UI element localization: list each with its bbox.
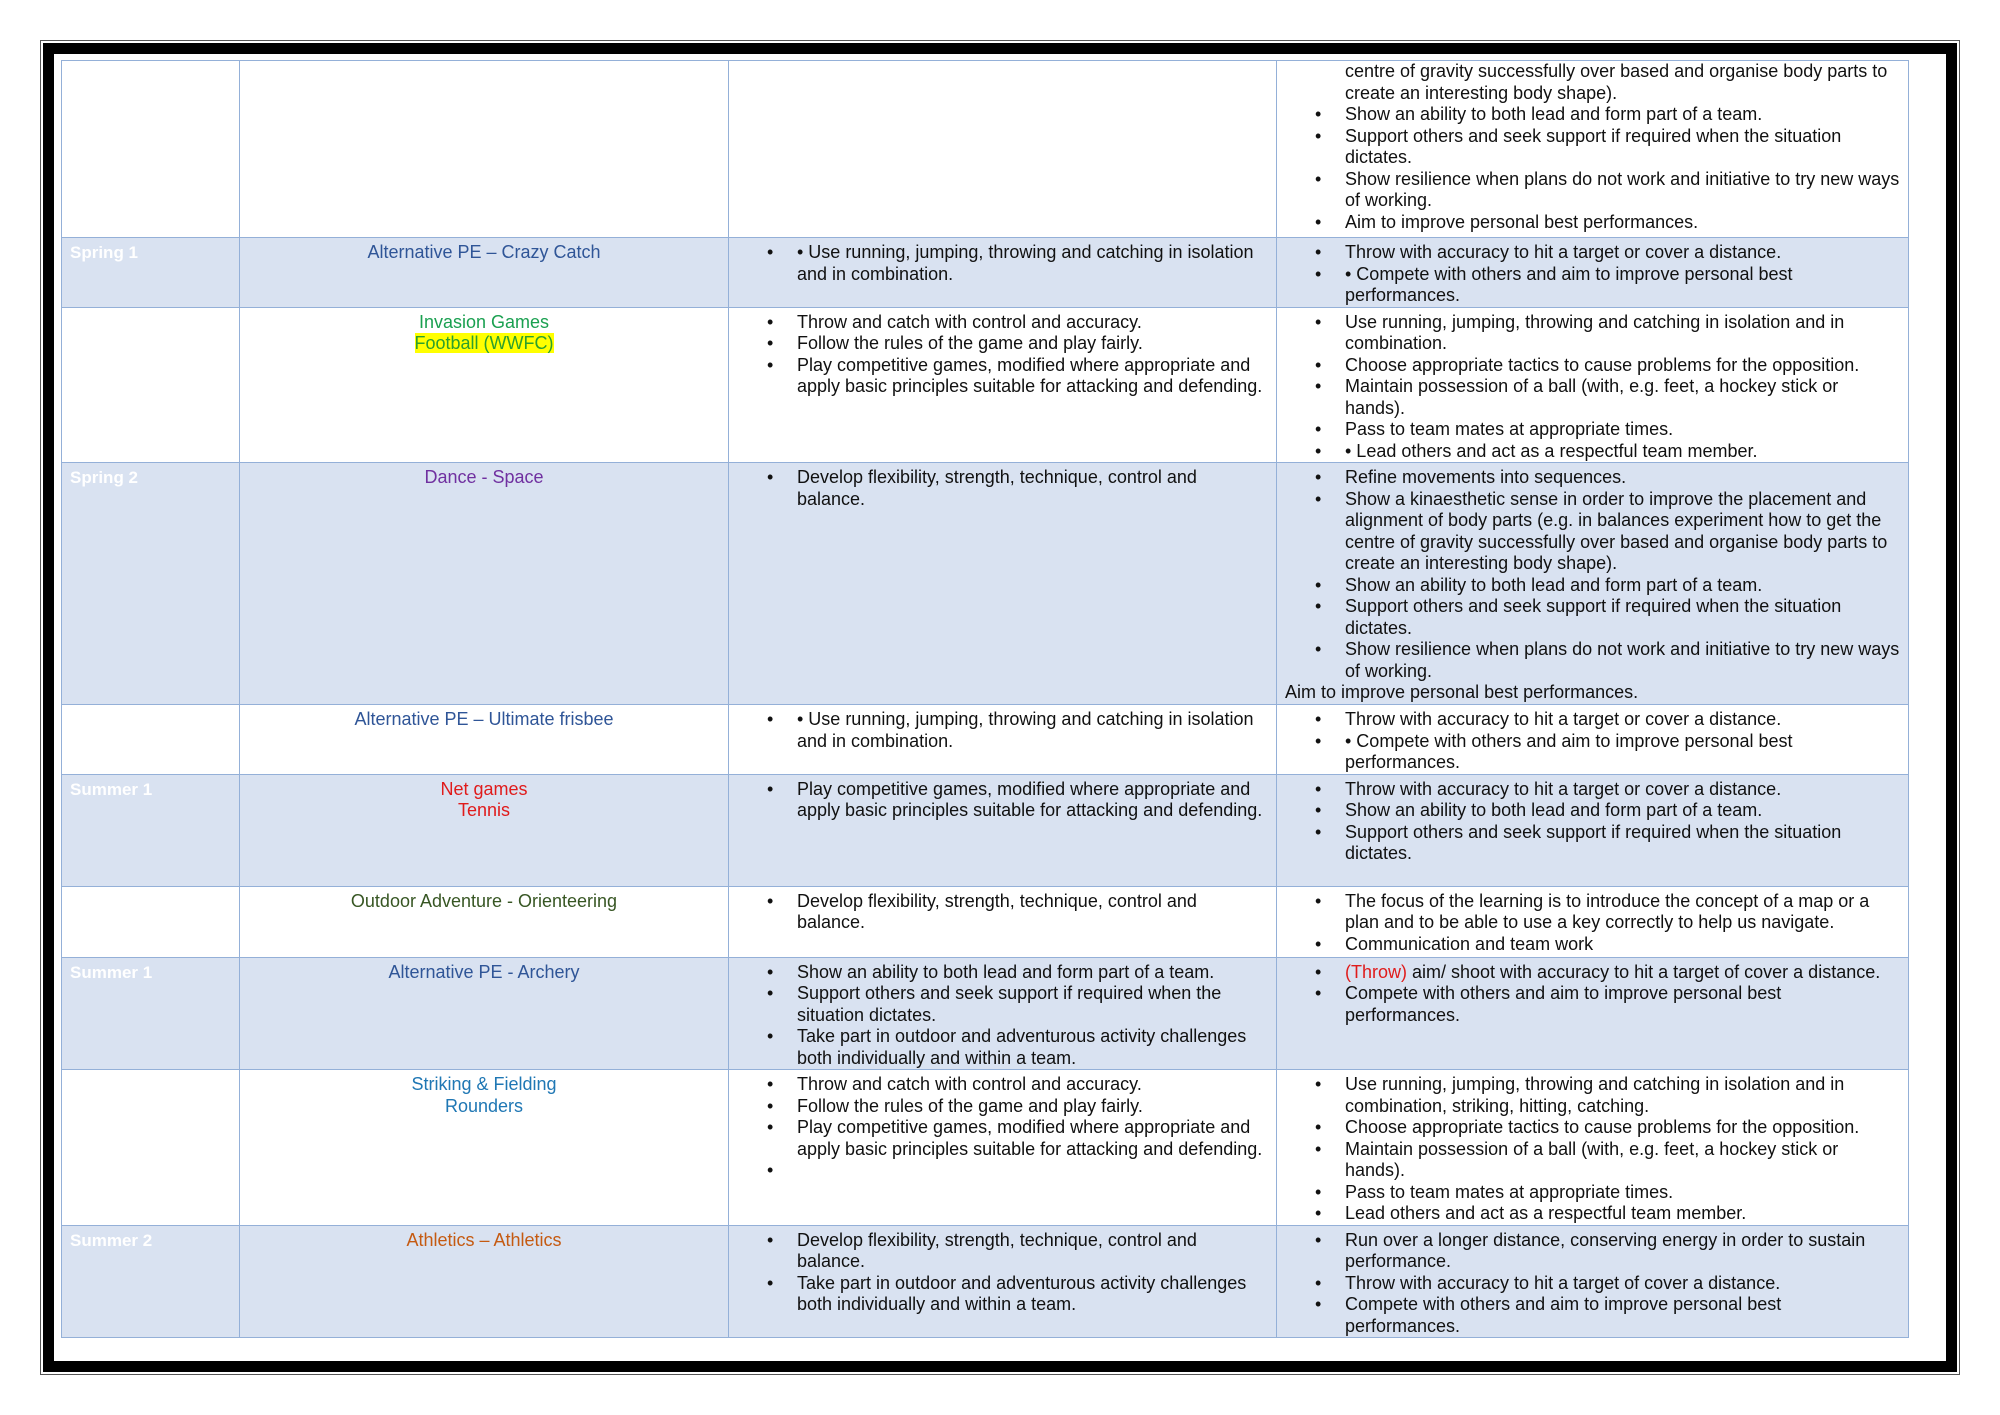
objective-item: • Communication and team work [1345, 934, 1900, 956]
skills-cell [729, 238, 1277, 308]
objective-item: • Refine movements into sequences. [1345, 467, 1900, 489]
table-row [62, 307, 1909, 463]
table-row [62, 886, 1909, 957]
activity-cell [240, 957, 729, 1070]
activity-cell [240, 1070, 729, 1226]
table-row [62, 1070, 1909, 1226]
activity-subtitle: Rounders [444, 1095, 524, 1116]
pe-curriculum-table [61, 60, 1909, 1338]
table-row [62, 957, 1909, 1070]
objective-item: • Show resilience when plans do not work and initiative to try new ways of working. [1345, 639, 1900, 682]
activity-subtitle-highlighted: Football (WWFC) [414, 333, 554, 353]
activity-cell [240, 307, 729, 463]
objective-item: • Throw with accuracy to hit a target or cover a distance. [1345, 779, 1900, 801]
activity-cell [240, 886, 729, 957]
table-row [62, 463, 1909, 705]
objective-item: • Show resilience when plans do not work and initiative to try new ways of working. [1345, 169, 1900, 212]
objective-red-prefix: (Throw) [1345, 961, 1407, 982]
activity-title: Dance - Space [424, 467, 544, 487]
skill-item: • Follow the rules of the game and play fairly. [797, 1096, 1268, 1118]
term-cell [62, 463, 240, 705]
skills-cell [729, 957, 1277, 1070]
skill-item: • Play competitive games, modified where appropriate and apply basic principles suitable for attacking and defending. [797, 1117, 1268, 1160]
objective-item: • • Compete with others and aim to improve personal best performances. [1345, 264, 1900, 307]
objectives-cell [1277, 1225, 1909, 1338]
skills-cell [729, 307, 1277, 463]
objectives-cell [1277, 957, 1909, 1070]
activity-title: Alternative PE – Crazy Catch [367, 242, 601, 262]
objective-text: aim/ shoot with accuracy to hit a target of cover a distance. [1407, 961, 1881, 982]
term-cell [62, 957, 240, 1070]
objectives-cell [1277, 307, 1909, 463]
skill-item: • Play competitive games, modified where appropriate and apply basic principles suitable for attacking and defending. [797, 779, 1268, 822]
activity-subtitle: Tennis [457, 800, 511, 820]
activity-title: Invasion Games [418, 311, 550, 332]
skill-item: • Follow the rules of the game and play fairly. [797, 333, 1268, 355]
skill-item: • • Use running, jumping, throwing and catching in isolation and in combination. [797, 709, 1268, 752]
term-cell [62, 774, 240, 886]
activity-title: Striking & Fielding [411, 1074, 557, 1094]
skill-item: • Take part in outdoor and adventurous activity challenges both individually and within a team. [797, 1273, 1268, 1316]
objective-item: • Pass to team mates at appropriate times. [1345, 1182, 1900, 1204]
activity-cell [240, 61, 729, 238]
term-label: Summer 2 [70, 1230, 153, 1250]
skill-item: • Throw and catch with control and accuracy. [797, 1074, 1268, 1096]
skills-cell [729, 705, 1277, 775]
objectives-cell [1277, 1070, 1909, 1226]
objective-item: • Choose appropriate tactics to cause problems for the opposition. [1345, 1117, 1900, 1139]
objectives-cell [1277, 705, 1909, 775]
skill-item: • Develop flexibility, strength, technique, control and balance. [797, 1230, 1268, 1273]
skills-cell [729, 61, 1277, 238]
objective-item: • Aim to improve personal best performances. [1345, 212, 1900, 234]
objective-item: • Compete with others and aim to improve personal best performances. [1345, 983, 1900, 1026]
term-cell [62, 705, 240, 775]
skill-item: • Show an ability to both lead and form part of a team. [797, 962, 1268, 984]
objective-item: • Throw with accuracy to hit a target or cover a distance. [1345, 709, 1900, 731]
term-cell [62, 1070, 240, 1226]
activity-title: Net games [440, 778, 528, 799]
skill-item: • Support others and seek support if required when the situation dictates. [797, 983, 1268, 1026]
term-label: Spring 1 [70, 243, 139, 262]
skills-cell [729, 886, 1277, 957]
objective-item: • Show an ability to both lead and form part of a team. [1345, 575, 1900, 597]
objectives-cell [1277, 463, 1909, 705]
objective-item: • Compete with others and aim to improve personal best performances. [1345, 1294, 1900, 1337]
objective-item: • • Compete with others and aim to improve personal best performances. [1345, 731, 1900, 774]
objective-item: • Choose appropriate tactics to cause problems for the opposition. [1345, 355, 1900, 377]
activity-title: Outdoor Adventure - Orienteering [350, 890, 618, 911]
term-label: Summer 1 [70, 779, 153, 799]
table-row [62, 61, 1909, 238]
term-cell [62, 886, 240, 957]
objective-item: • Throw with accuracy to hit a target of cover a distance. [1345, 1273, 1900, 1295]
objective-item: • Throw with accuracy to hit a target or cover a distance. [1345, 242, 1900, 264]
table-row [62, 238, 1909, 308]
term-label: Spring 2 [70, 468, 139, 487]
skill-item-empty [797, 1160, 1268, 1182]
objective-continuation: centre of gravity successfully over based and organise body parts to create an interesting body shape). [1345, 61, 1888, 103]
term-cell [62, 307, 240, 463]
table-row [62, 774, 1909, 886]
objectives-cell [1277, 774, 1909, 886]
skills-cell [729, 463, 1277, 705]
skill-item: • Take part in outdoor and adventurous activity challenges both individually and within a team. [797, 1026, 1268, 1069]
activity-cell [240, 1225, 729, 1338]
activity-cell [240, 774, 729, 886]
activity-title: Alternative PE – Ultimate frisbee [354, 709, 614, 729]
term-label: Summer 1 [70, 962, 153, 982]
objectives-cell [1277, 886, 1909, 957]
skill-item: • Play competitive games, modified where appropriate and apply basic principles suitable for attacking and defending. [797, 355, 1268, 398]
table-row [62, 705, 1909, 775]
skill-item: • Throw and catch with control and accuracy. [797, 312, 1268, 334]
objective-trailing-text: Aim to improve personal best performances. [1285, 682, 1639, 702]
skill-item: • • Use running, jumping, throwing and catching in isolation and in combination. [797, 242, 1268, 285]
objective-item: • Show a kinaesthetic sense in order to improve the placement and alignment of body parts (e.g. in balances experiment how to get the centre of gravity successfully over based and organise body parts to create an interesting body shape). [1345, 489, 1900, 575]
activity-title: Alternative PE - Archery [388, 961, 580, 982]
objective-item: • Support others and seek support if required when the situation dictates. [1345, 822, 1900, 865]
objective-item: • Show an ability to both lead and form part of a team. [1345, 104, 1900, 126]
objective-item: • Maintain possession of a ball (with, e.g. feet, a hockey stick or hands). [1345, 1139, 1900, 1182]
activity-cell [240, 238, 729, 308]
activity-cell [240, 463, 729, 705]
objective-item: • Show an ability to both lead and form part of a team. [1345, 800, 1900, 822]
objective-item [1345, 962, 1900, 984]
term-cell [62, 238, 240, 308]
activity-cell [240, 705, 729, 775]
objective-item: • Support others and seek support if required when the situation dictates. [1345, 596, 1900, 639]
objective-item: • Run over a longer distance, conserving energy in order to sustain performance. [1345, 1230, 1900, 1273]
skills-cell [729, 1070, 1277, 1226]
objective-item: • Use running, jumping, throwing and catching in isolation and in combination, striking, hitting, catching. [1345, 1074, 1900, 1117]
objective-item: • • Lead others and act as a respectful team member. [1345, 441, 1900, 463]
skills-cell [729, 774, 1277, 886]
objective-item: • Support others and seek support if required when the situation dictates. [1345, 126, 1900, 169]
skill-item: • Develop flexibility, strength, technique, control and balance. [797, 891, 1268, 934]
objective-item: • Maintain possession of a ball (with, e.g. feet, a hockey stick or hands). [1345, 376, 1900, 419]
objectives-cell [1277, 61, 1909, 238]
activity-title: Athletics – Athletics [406, 1229, 562, 1250]
skills-cell [729, 1225, 1277, 1338]
skill-item: • Develop flexibility, strength, technique, control and balance. [797, 467, 1268, 510]
objective-item: • Use running, jumping, throwing and catching in isolation and in combination. [1345, 312, 1900, 355]
objectives-cell [1277, 238, 1909, 308]
objective-item: • The focus of the learning is to introduce the concept of a map or a plan and to be able to use a key correctly to help us navigate. [1345, 891, 1900, 934]
objective-item: • Pass to team mates at appropriate times. [1345, 419, 1900, 441]
term-cell [62, 61, 240, 238]
table-row [62, 1225, 1909, 1338]
objective-item: • Lead others and act as a respectful team member. [1345, 1203, 1900, 1225]
term-cell [62, 1225, 240, 1338]
